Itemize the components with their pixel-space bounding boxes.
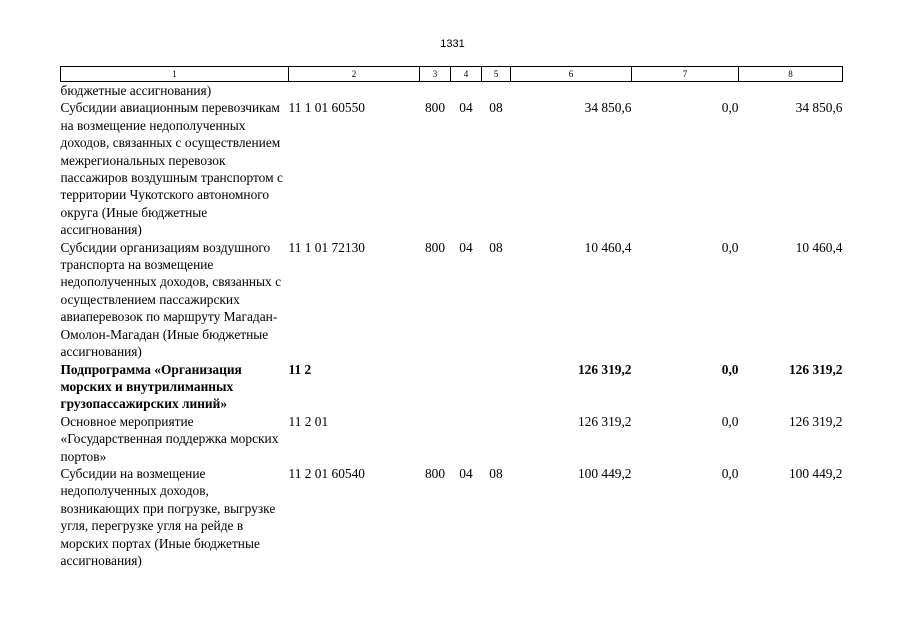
table-row (61, 82, 843, 100)
row-name: Подпрограмма «Организация морских и внутрилиманных грузопассажирских линий» (60, 361, 242, 412)
row-code (289, 82, 420, 100)
row-code: 11 1 01 60550 (288, 100, 365, 116)
row-c5 (482, 82, 511, 100)
row-c3: 800 (424, 465, 446, 481)
row-value-8: 126 319,2 (788, 361, 843, 377)
row-code: 11 1 01 72130 (288, 239, 365, 255)
table-row (61, 99, 843, 238)
row-value-6 (511, 82, 632, 100)
row-value-8: 126 319,2 (788, 413, 843, 429)
column-header-1: 1 (61, 67, 289, 82)
row-name: бюджетные ассигнования) (60, 83, 212, 98)
row-c4 (451, 361, 482, 413)
row-value-8: 100 449,2 (788, 465, 843, 481)
column-header-6: 6 (511, 67, 632, 82)
column-header-row (61, 67, 843, 82)
row-name: Субсидии организациям воздушного транспорта на возмещение недополученных доходов, связанных с осуществлением пассажирских авиаперевозок по маршруту Магадан-Омолон-Магадан (Иные бюджетные ассигнования) (60, 239, 282, 360)
row-code: 11 2 01 (288, 413, 329, 429)
row-value-6: 126 319,2 (577, 413, 632, 429)
row-c3 (420, 413, 451, 465)
column-header-8: 8 (739, 67, 843, 82)
table-row (61, 413, 843, 465)
row-value-8: 34 850,6 (795, 100, 843, 116)
row-c3: 800 (424, 239, 446, 255)
row-c4 (451, 82, 482, 100)
row-name: Основное мероприятие «Государственная поддержка морских портов» (60, 413, 279, 464)
row-value-7: 0,0 (721, 413, 739, 429)
row-c4: 04 (459, 465, 473, 481)
row-c4: 04 (459, 100, 473, 116)
table-row (61, 239, 843, 361)
row-c5 (482, 413, 511, 465)
row-c4: 04 (459, 239, 473, 255)
row-value-6: 34 850,6 (584, 100, 632, 116)
row-c5: 08 (489, 465, 503, 481)
column-header-2: 2 (289, 67, 420, 82)
row-code: 11 2 (288, 361, 312, 377)
table-row (61, 465, 843, 569)
row-value-7: 0,0 (721, 465, 739, 481)
column-header-7: 7 (632, 67, 739, 82)
column-header-5: 5 (482, 67, 511, 82)
row-code: 11 2 01 60540 (288, 465, 365, 481)
row-name: Субсидии на возмещение недополученных доходов, возникающих при погрузке, выгрузке угля, перегрузке угля на рейде в морских портах (Иные бюджетные ассигнования) (60, 465, 276, 568)
row-c3 (420, 361, 451, 413)
row-value-7 (632, 82, 739, 100)
row-value-7: 0,0 (721, 100, 739, 116)
row-value-6: 10 460,4 (584, 239, 632, 255)
row-value-7: 0,0 (721, 361, 739, 377)
row-value-6: 100 449,2 (577, 465, 632, 481)
budget-table (60, 66, 843, 569)
row-value-8 (739, 82, 843, 100)
row-value-7: 0,0 (721, 239, 739, 255)
row-c5: 08 (489, 239, 503, 255)
column-header-4: 4 (451, 67, 482, 82)
column-header-3: 3 (420, 67, 451, 82)
row-name: Субсидии авиационным перевозчикам на возмещение недополученных доходов, связанных с осуществлением межрегиональных перевозок пассажиров воздушным транспортом с территории Чукотского автономного округа (Иные бюджетные ассигнования) (60, 100, 283, 238)
row-c3: 800 (424, 100, 446, 116)
row-c5: 08 (489, 100, 503, 116)
row-c5 (482, 361, 511, 413)
table-row-subprogram (61, 361, 843, 413)
row-value-8: 10 460,4 (795, 239, 843, 255)
row-value-6: 126 319,2 (577, 361, 632, 377)
row-c3 (420, 82, 451, 100)
page-number: 1331 (440, 38, 465, 50)
row-c4 (451, 413, 482, 465)
